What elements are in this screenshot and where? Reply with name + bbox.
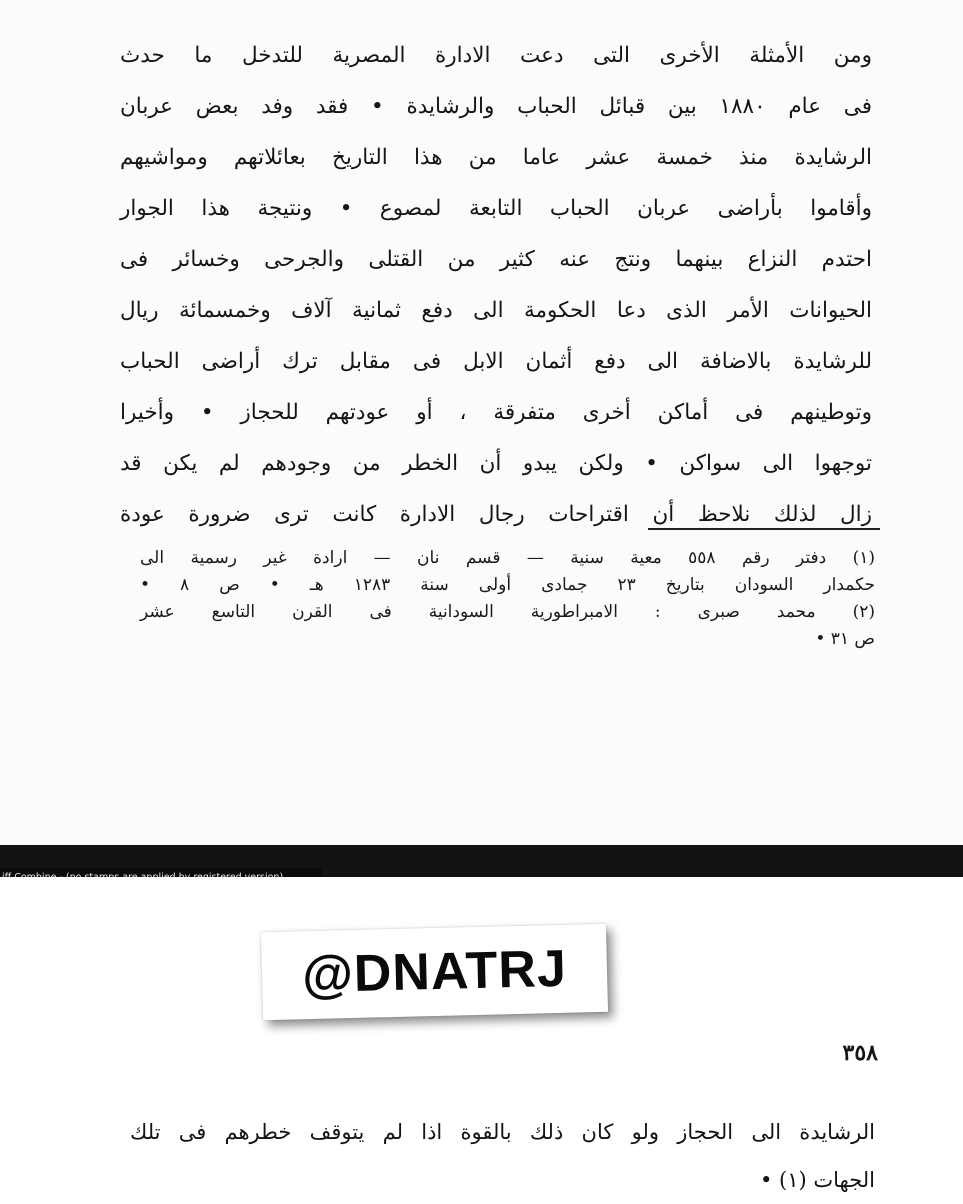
footnote-line: (٢) محمد صبرى : الامبراطورية السودانية فى القرن التاسع عشر — [140, 602, 875, 622]
continuation-paragraph — [130, 1108, 875, 1204]
watermark-handle — [261, 924, 608, 1020]
text-line: الحيوانات الأمر الذى دعا الحكومة الى دفع ثمانية آلاف وخمسمائة ريال — [120, 298, 872, 323]
handle-text: @DNATRJ — [301, 939, 568, 1005]
text-line: زال لذلك نلاحظ أن اقتراحات رجال الادارة كانت ترى ضرورة عودة — [120, 502, 872, 527]
text-line: توجهوا الى سواكن • ولكن يبدو أن الخطر من وجودهم لم يكن قد — [120, 451, 872, 476]
footnote-line: (١) دفتر رقم ٥٥٨ معية سنية — قسم نان — ارادة غير رسمية الى — [140, 548, 876, 568]
text-line: الجهات (١) • — [759, 1168, 875, 1192]
footnote-separator — [648, 528, 880, 530]
text-line: الرشايدة الى الحجاز ولو كان ذلك بالقوة اذا لم يتوقف خطرهم فى تلك — [130, 1120, 875, 1144]
footnote-line: ص ٣١ • — [815, 629, 875, 649]
text-line: احتدم النزاع بينهما ونتج عنه كثير من القتلى والجرحى وخسائر فى — [120, 247, 872, 272]
text-line: للرشايدة بالاضافة الى دفع أثمان الابل فى مقابل ترك أراضى الحباب — [120, 349, 872, 374]
text-line: وأقاموا بأراضى عربان الحباب التابعة لمصوع • ونتيجة هذا الجوار — [120, 196, 872, 221]
main-paragraph — [120, 30, 872, 540]
footnote-line: حكمدار السودان بتاريخ ٢٣ جمادى أولى سنة ١٢٨٣ هـ • ص ٨ • — [140, 575, 875, 595]
text-line: وتوطينهم فى أماكن أخرى متفرقة ، أو عودتهم للحجاز • وأخيرا — [120, 400, 872, 425]
footnotes — [140, 545, 875, 653]
text-line: فى عام ١٨٨٠ بين قبائل الحباب والرشايدة • فقد وفد بعض عربان — [120, 94, 872, 119]
page-number: ٣٥٨ — [842, 1040, 878, 1066]
text-line: الرشايدة منذ خمسة عشر عاما من هذا التاريخ بعائلاتهم ومواشيهم — [120, 145, 872, 170]
text-line: ومن الأمثلة الأخرى التى دعت الادارة المصرية للتدخل ما حدث — [120, 43, 872, 68]
